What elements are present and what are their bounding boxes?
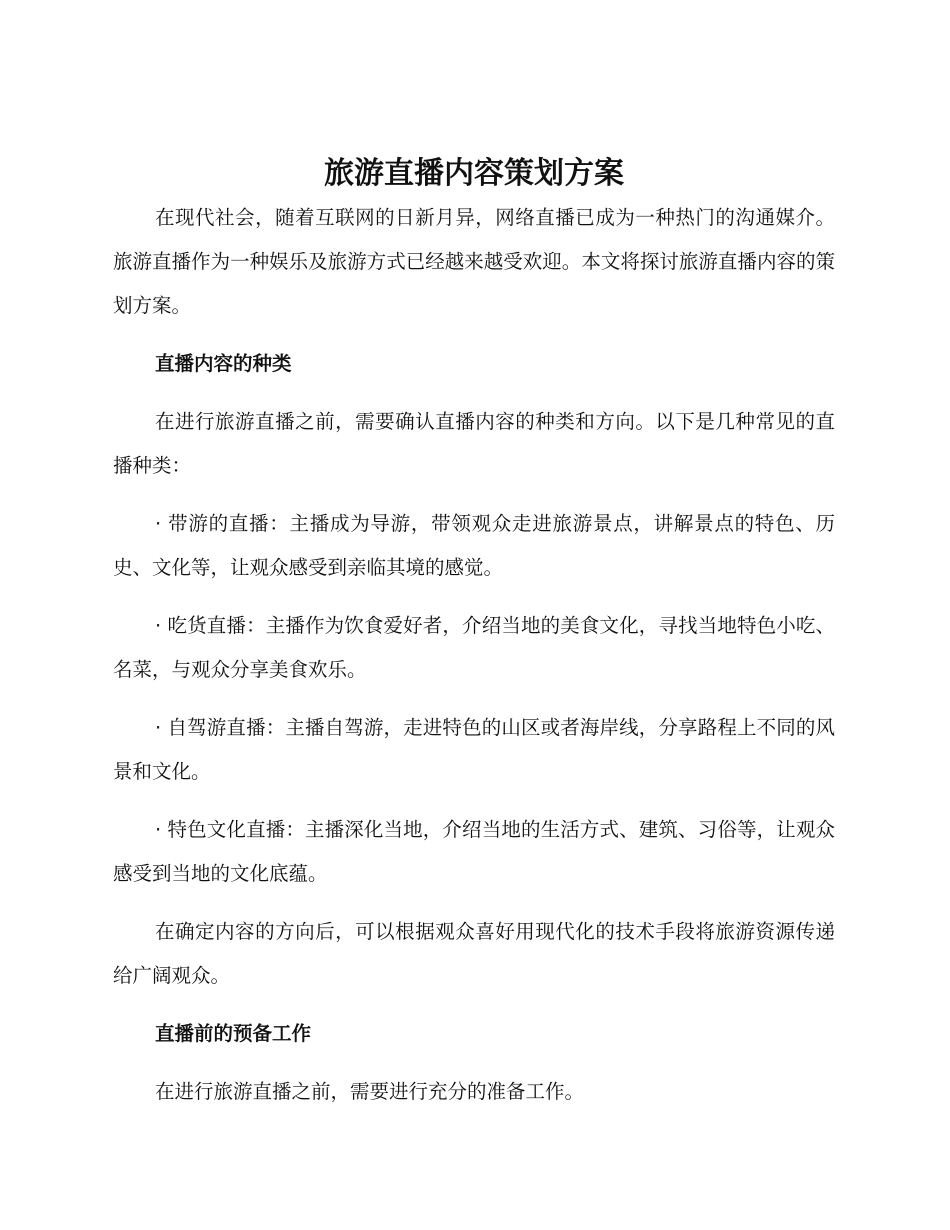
spacer (113, 328, 835, 342)
bullet-item-tour-guide: · 带游的直播：主播成为导游，带领观众走进旅游景点，讲解景点的特色、历史、文化等，让观众感受到亲临其境的感觉。 (113, 512, 835, 579)
section-paragraph: 在确定内容的方向后，可以根据观众喜好用现代化的技术手段将旅游资源传递给广阔观众。 (113, 920, 835, 987)
intro-paragraph: 在现代社会，随着互联网的日新月异，网络直播已成为一种热门的沟通媒介。旅游直播作为一种娱乐及旅游方式已经越来越受欢迎。本文将探讨旅游直播内容的策划方案。 (113, 206, 835, 317)
bullet-item-foodie: · 吃货直播：主播作为饮食爱好者，介绍当地的美食文化，寻找当地特色小吃、名菜，与观众分享美食欢乐。 (113, 614, 835, 681)
spacer (113, 488, 835, 502)
bullet-item-road-trip: · 自驾游直播：主播自驾游，走进特色的山区或者海岸线，分享路程上不同的风景和文化。 (113, 716, 835, 783)
section-paragraph: 在进行旅游直播之前，需要进行充分的准备工作。 (155, 1080, 585, 1103)
spacer (113, 794, 835, 808)
bullet-item-culture: · 特色文化直播：主播深化当地，介绍当地的生活方式、建筑、习俗等，让观众感受到当地的文化底蕴。 (113, 818, 835, 885)
spacer (113, 386, 835, 400)
document-title: 旅游直播内容策划方案 (324, 156, 624, 191)
section-paragraph: 在进行旅游直播之前，需要确认直播内容的种类和方向。以下是几种常见的直播种类： (113, 410, 835, 477)
document-body (113, 152, 835, 1114)
spacer (113, 692, 835, 706)
section-heading-preparation: 直播前的预备工作 (155, 1022, 312, 1045)
spacer (113, 896, 835, 910)
spacer (113, 1056, 835, 1070)
section-heading-content-types: 直播内容的种类 (155, 352, 292, 375)
spacer (113, 590, 835, 604)
spacer (113, 998, 835, 1012)
